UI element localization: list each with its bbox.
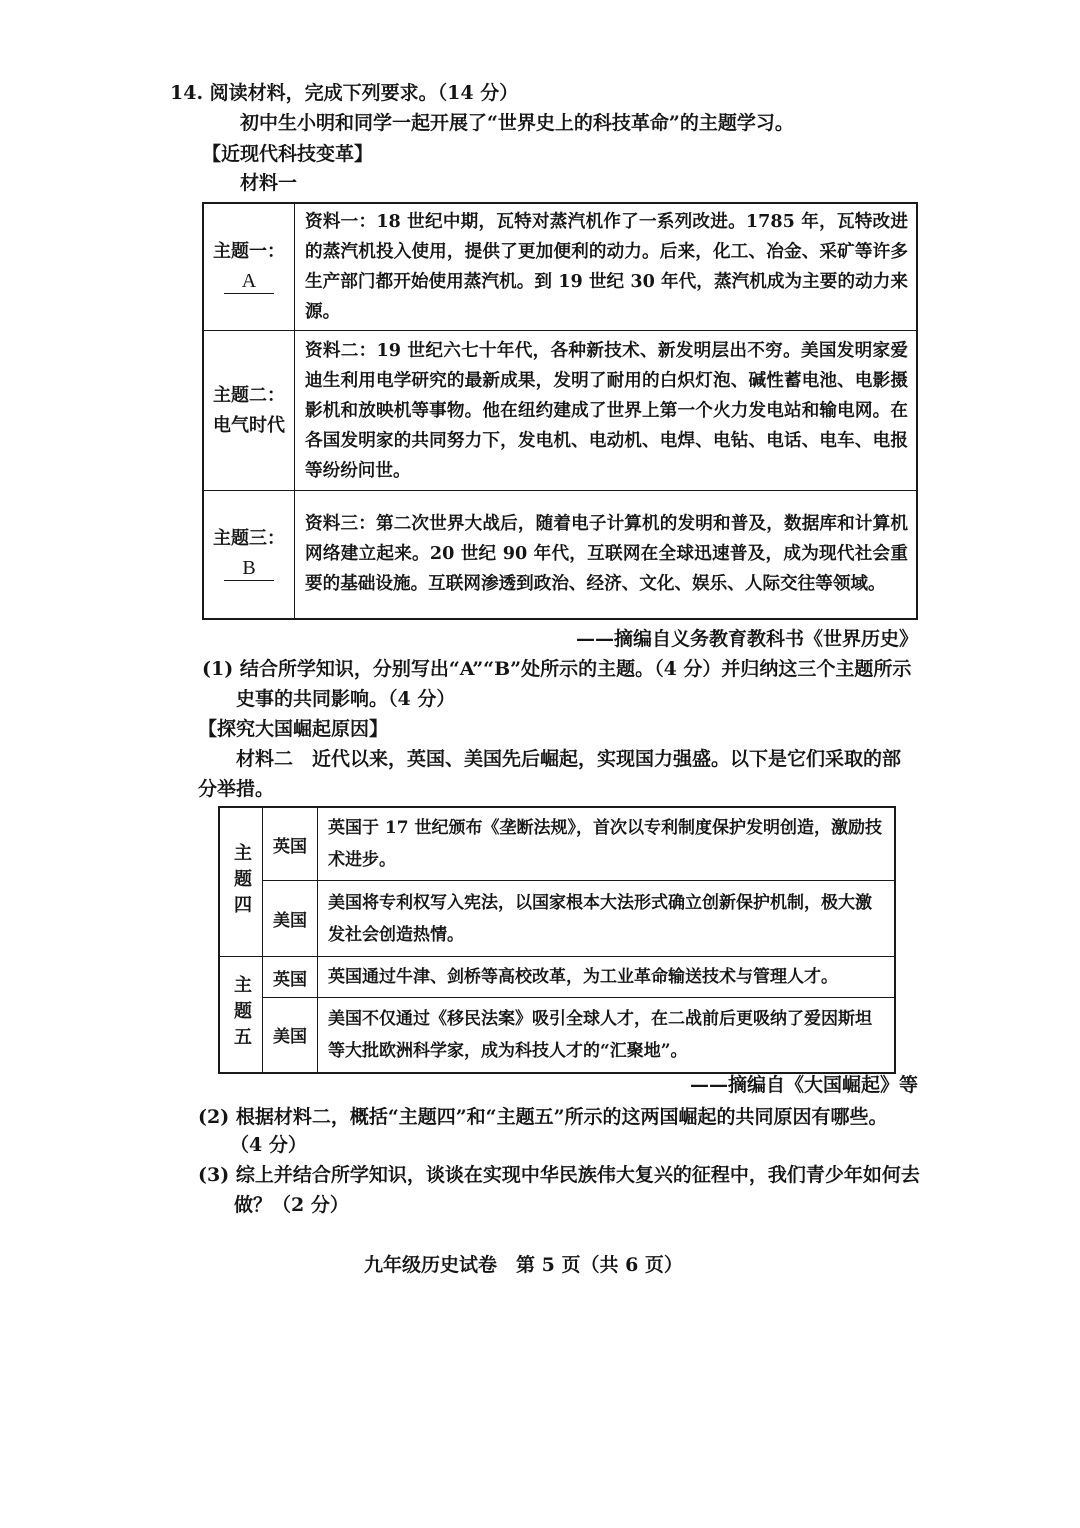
material1-row <box>203 491 917 619</box>
measure-cell: 美国不仅通过《移民法案》吸引全球人才，在二战前后更吸纳了爱因斯坦等大批欧洲科学家，成为科技人才的“汇聚地”。 <box>318 998 896 1073</box>
material1-table <box>202 202 918 620</box>
page-footer: 九年级历史试卷 第 5 页（共 6 页） <box>364 1254 683 1276</box>
question-2-line1: (2) 根据材料二，概括“主题四”和“主题五”所示的这两国崛起的共同原因有哪些。 <box>198 1106 888 1128</box>
material1-content: 资料三：第二次世界大战后，随着电子计算机的发明和普及，数据库和计算机网络建立起来。20 世纪 90 年代，互联网在全球迅速普及，成为现代社会重要的基础设施。互联网渗透到政治、经济、文化、娱乐、人际交往等领域。 <box>295 491 918 619</box>
theme-value: 电气时代 <box>213 414 285 436</box>
question-heading: 14. 阅读材料，完成下列要求。（14 分） <box>170 82 519 104</box>
material2-row <box>219 807 895 881</box>
question-3-line2: 做？（2 分） <box>234 1194 349 1216</box>
theme-cell <box>203 331 295 491</box>
question-2-line2: （4 分） <box>230 1134 307 1156</box>
material2-table <box>218 806 896 1074</box>
material2-source: ——摘编自《大国崛起》等 <box>689 1074 918 1096</box>
material1-label: 材料一 <box>240 172 298 194</box>
material2-line2: 分举措。 <box>198 778 275 800</box>
material1-content: 资料二：19 世纪六七十年代，各种新技术、新发明层出不穷。美国发明家爱迪生利用电学研究的最新成果，发明了耐用的白炽灯泡、碱性蓄电池、电影摄影机和放映机等事物。他在纽约建成了世界上第一个火力发电站和输电网。在各国发明家的共同努力下，发电机、电动机、电焊、电钻、电话、电车、电报等纷纷问世。 <box>295 331 918 491</box>
theme-label: 主题二： <box>213 384 285 406</box>
material2-row <box>219 881 895 957</box>
measure-cell: 美国将专利权写入宪法，以国家根本大法形式确立创新保护机制，极大激发社会创造热情。 <box>318 881 896 957</box>
measure-cell: 英国通过牛津、剑桥等高校改革，为工业革命输送技术与管理人才。 <box>318 957 896 998</box>
material2-row <box>219 957 895 998</box>
theme4-cell: 主题四 <box>219 807 263 957</box>
material1-content: 资料一：18 世纪中期，瓦特对蒸汽机作了一系列改进。1785 年，瓦特改进的蒸汽机投入使用，提供了更加便利的动力。后来，化工、冶金、采矿等许多生产部门都开始使用蒸汽机。到 19 世纪 30 年代，蒸汽机成为主要的动力来源。 <box>295 203 918 331</box>
country-cell: 美国 <box>263 881 318 957</box>
question-intro: 初中生小明和同学一起开展了“世界史上的科技革命”的主题学习。 <box>240 112 794 134</box>
theme-cell <box>203 491 295 619</box>
question-1-line2: 史事的共同影响。（4 分） <box>236 688 456 710</box>
material1-row <box>203 331 917 491</box>
theme-label: 主题三： <box>213 528 285 550</box>
country-cell: 美国 <box>263 998 318 1073</box>
question-1-line1: (1) 结合所学知识，分别写出“A”“B”处所示的主题。（4 分）并归纳这三个主题所示 <box>202 658 912 680</box>
answer-blank-b: B <box>224 556 274 581</box>
country-cell: 英国 <box>263 807 318 881</box>
section2-title: 【探究大国崛起原因】 <box>198 718 389 740</box>
answer-blank-a: A <box>224 269 274 294</box>
material2-row <box>219 998 895 1073</box>
question-3-line1: (3) 综上并结合所学知识，谈谈在实现中华民族伟大复兴的征程中，我们青少年如何去 <box>198 1164 920 1186</box>
material1-source: ——摘编自义务教育教科书《世界历史》 <box>575 628 918 650</box>
theme-cell <box>203 203 295 331</box>
material2-line1: 材料二 近代以来，英国、美国先后崛起，实现国力强盛。以下是它们采取的部 <box>236 748 902 770</box>
section1-title: 【近现代科技变革】 <box>202 143 374 165</box>
theme5-cell: 主题五 <box>219 957 263 1073</box>
country-cell: 英国 <box>263 957 318 998</box>
material1-row <box>203 203 917 331</box>
measure-cell: 英国于 17 世纪颁布《垄断法规》，首次以专利制度保护发明创造，激励技术进步。 <box>318 807 896 881</box>
theme-label: 主题一： <box>213 241 285 262</box>
